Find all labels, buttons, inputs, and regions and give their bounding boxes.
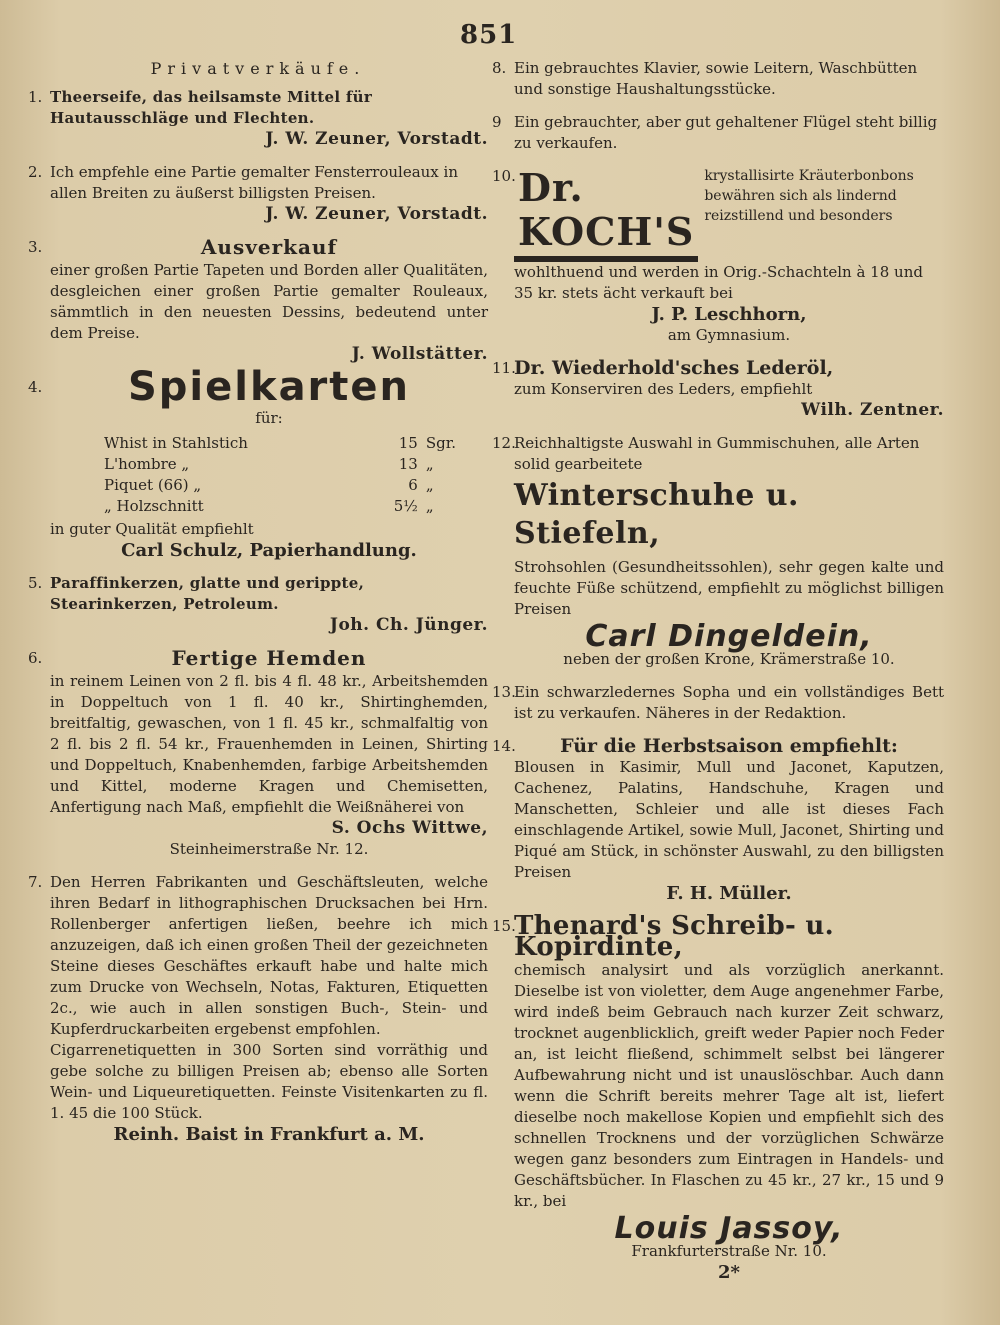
price-table (100, 433, 460, 517)
ad-text: Reichhaltigste Auswahl in Gummischuhen, alle Arten solid gearbeitete (514, 434, 920, 473)
price-value: 5½ (393, 497, 418, 515)
price-item: L'hombre „ (104, 455, 190, 473)
price-unit: „ (425, 476, 434, 494)
ad-3 (28, 237, 488, 365)
ad-number: 15. (492, 917, 516, 935)
ad-text: wohlthuend und werden in Orig.-Schachteln à 18 und 35 kr. stets ächt verkauft bei (514, 263, 923, 302)
ad-number: 11. (492, 359, 516, 377)
price-row (100, 454, 460, 475)
ad-address: am Gymnasium. (667, 326, 791, 344)
ad-13 (492, 682, 944, 724)
ad-number: 1. (28, 88, 43, 106)
ad-signature: Wilh. Zentner. (801, 400, 944, 420)
ad-text: Den Herren Fabrikanten und Geschäftsleuten, welche ihren Bedarf in lithographischen Drucksachen bei Hrn. Rollenberger anfertigen ließen, beehre ich mich anzuzeigen, daß ich einen großen Theil der gezeichneten Steine dieses Geschäftes erkauft habe und halte mich zum Drucke von Wechseln, Notas, Fakturen, Etiquetten 2c., wie auch in allen sonstigen Buch-, Stein- und Kupferdruckarbeiten ergebenst empfohlen. (50, 873, 488, 1038)
ad-14 (492, 736, 944, 904)
ad-1 (28, 87, 488, 150)
price-row (100, 433, 460, 454)
ad-text: Ein schwarzledernes Sopha und ein vollständiges Bett ist zu verkaufen. Näheres in der Redaktion. (514, 683, 944, 722)
ad-number: 4. (28, 378, 43, 396)
ad-text-secondary: Strohsohlen (Gesundheitssohlen), sehr gegen kalte und feuchte Füße schützend, empfiehlt zu möglichst billigen Preisen (514, 558, 944, 618)
ad-title: Dr. Wiederhold'sches Lederöl, (514, 357, 834, 379)
price-value: 15 (398, 434, 418, 452)
ad-number: 14. (492, 737, 516, 755)
ad-11 (492, 358, 944, 421)
price-unit: „ (425, 497, 434, 515)
ad-7 (28, 872, 488, 1145)
ad-number: 5. (28, 574, 43, 592)
ad-title: Für die Herbstsaison empfiehlt: (560, 735, 898, 757)
ad-number: 2. (28, 163, 43, 181)
ad-signature: J. W. Zeuner, Vorstadt. (265, 204, 488, 224)
price-item: Piquet (66) „ (104, 476, 202, 494)
koch-logo: Dr. KOCH'S (514, 166, 698, 262)
ad-text: in reinem Leinen von 2 fl. bis 4 fl. 48 kr., Arbeitshemden in Doppeltuch von 1 fl. 40 kr., Shirtinghemden, breitfaltig, gewaschen, von 1 fl. 45 kr., schmalfaltig von 2 fl. bis 2 fl. 54 kr., Frauenhemden in Leinen, Shirting und Doppeltuch, Knabenhemden, farbige Arbeitshemden und Kittel, moderne Kragen und Chemisetten, Anfertigung nach Maß, empfiehlt die Weißnäherei von (50, 672, 488, 816)
ad-title: Fertige Hemden (171, 646, 367, 670)
ad-address: Steinheimerstraße Nr. 12. (169, 840, 369, 858)
ad-signature: Joh. Ch. Jünger. (329, 615, 488, 635)
section-header: Privatverkäufe. (150, 59, 366, 78)
ad-text: Theerseife, das heilsamste Mittel für Hautausschläge und Flechten. (50, 88, 373, 127)
ad-signature: F. H. Müller. (666, 883, 792, 904)
ad-2 (28, 162, 488, 225)
ad-title: Thenard's Schreib- u. Kopirdinte, (514, 911, 834, 962)
ad-address: neben der großen Krone, Krämerstraße 10. (563, 650, 895, 668)
ad-text: in guter Qualität empfiehlt (50, 520, 254, 538)
price-value: 13 (398, 455, 418, 473)
ad-signature: S. Ochs Wittwe, (331, 818, 488, 838)
left-column (28, 58, 488, 1157)
signature-mark: 2* (718, 1262, 740, 1283)
price-item: Whist in Stahlstich (104, 434, 248, 452)
ad-15 (492, 911, 944, 1283)
ad-address: Frankfurterstraße Nr. 10. (631, 1242, 827, 1260)
ad-number: 13. (492, 683, 516, 701)
ad-signature: Carl Schulz, Papierhandlung. (121, 540, 417, 561)
ad-title: Spielkarten (127, 364, 411, 410)
ad-5 (28, 573, 488, 636)
price-item: „ Holzschnitt (104, 497, 204, 515)
ad-12 (492, 433, 944, 670)
ad-signature: J. P. Leschhorn, (651, 304, 807, 325)
ad-signature: J. W. Zeuner, Vorstadt. (265, 129, 488, 149)
right-column (492, 58, 944, 1295)
ad-number: 6. (28, 649, 43, 667)
ad-text: zum Konserviren des Leders, empfiehlt (514, 380, 813, 398)
ad-10 (492, 166, 944, 346)
ad-text: Ein gebrauchter, aber gut gehaltener Flügel steht billig zu verkaufen. (514, 113, 938, 152)
price-row (100, 496, 460, 517)
ad-text: krystallisirte Kräuterbonbons bewähren sich als lindernd reizstillend und besonders (704, 168, 914, 224)
price-value: 6 (408, 476, 418, 494)
ad-text: Blousen in Kasimir, Mull und Jaconet, Kaputzen, Cachenez, Palatins, Handschuhe, Kragen und Manschetten, Schleier und alle ist dieses Fach einschlagende Artikel, sowie Mull, Jaconet, Shirting und Piqué am Stück, in schönster Auswahl, zu den billigsten Preisen (514, 758, 944, 881)
ad-signature: Carl Dingeldein, (585, 619, 873, 654)
ad-signature: Louis Jassoy, (614, 1211, 844, 1246)
ad-text-secondary: Cigarrenetiquetten in 300 Sorten sind vorräthig und gebe solche zu billigen Preisen ab; ebenso alle Sorten Wein- und Liqueuretiquetten. Feinste Visitenkarten zu fl. 1. 45 die 100 Stück. (50, 1041, 488, 1122)
ad-subtitle: für: (255, 409, 283, 427)
ad-number: 3. (28, 238, 43, 256)
ad-number: 10. (492, 167, 516, 185)
ad-number: 8. (492, 59, 507, 77)
page-number: 851 (460, 20, 518, 50)
price-row (100, 475, 460, 496)
ad-title: Ausverkauf (200, 235, 338, 259)
ad-text: chemisch analysirt und als vorzüglich anerkannt. Dieselbe ist von violetter, dem Auge angenehmer Farbe, wird indeß beim Gebrauch nach kurzer Zeit schwarz, trocknet augenblicklich, greift weder Papier noch Feder an, ist leicht fließend, schimmelt selbst bei längerer Aufbewahrung nicht und ist unauslöschbar. Auch dann wenn die Schrift bereits mehrer Tage alt ist, liefert dieselbe noch makellose Kopien und empfiehlt sich des schnellen Trocknens und der vorzüglichen Schwärze wegen ganz besonders zum Eintragen in Handels- und Geschäftsbücher. In Flaschen zu 45 kr., 27 kr., 15 und 9 kr., bei (514, 961, 944, 1210)
ad-8 (492, 58, 944, 100)
ad-number: 7. (28, 873, 43, 891)
ad-signature: Reinh. Baist in Frankfurt a. M. (113, 1124, 425, 1145)
ad-number: 9 (492, 113, 502, 131)
price-unit: „ (425, 455, 434, 473)
ad-title: Winterschuhe u. Stiefeln, (514, 478, 799, 551)
ad-6 (28, 648, 488, 860)
ad-9 (492, 112, 944, 154)
ad-text: einer großen Partie Tapeten und Borden aller Qualitäten, desgleichen einer großen Partie gemalter Rouleaux, sämmtlich in den neuesten Dessins, bedeutend unter dem Preise. (50, 261, 488, 342)
ad-text: Ein gebrauchtes Klavier, sowie Leitern, Waschbütten und sonstige Haushaltungsstücke. (514, 59, 918, 98)
koch-block (514, 166, 944, 262)
ad-signature: J. Wollstätter. (351, 344, 488, 364)
price-unit: Sgr. (425, 434, 456, 452)
ad-4 (28, 364, 488, 561)
ad-number: 12. (492, 434, 516, 452)
ad-text: Paraffinkerzen, glatte und gerippte, Stearinkerzen, Petroleum. (50, 574, 365, 613)
ad-text: Ich empfehle eine Partie gemalter Fensterrouleaux in allen Breiten zu äußerst billigsten Preisen. (50, 163, 458, 202)
